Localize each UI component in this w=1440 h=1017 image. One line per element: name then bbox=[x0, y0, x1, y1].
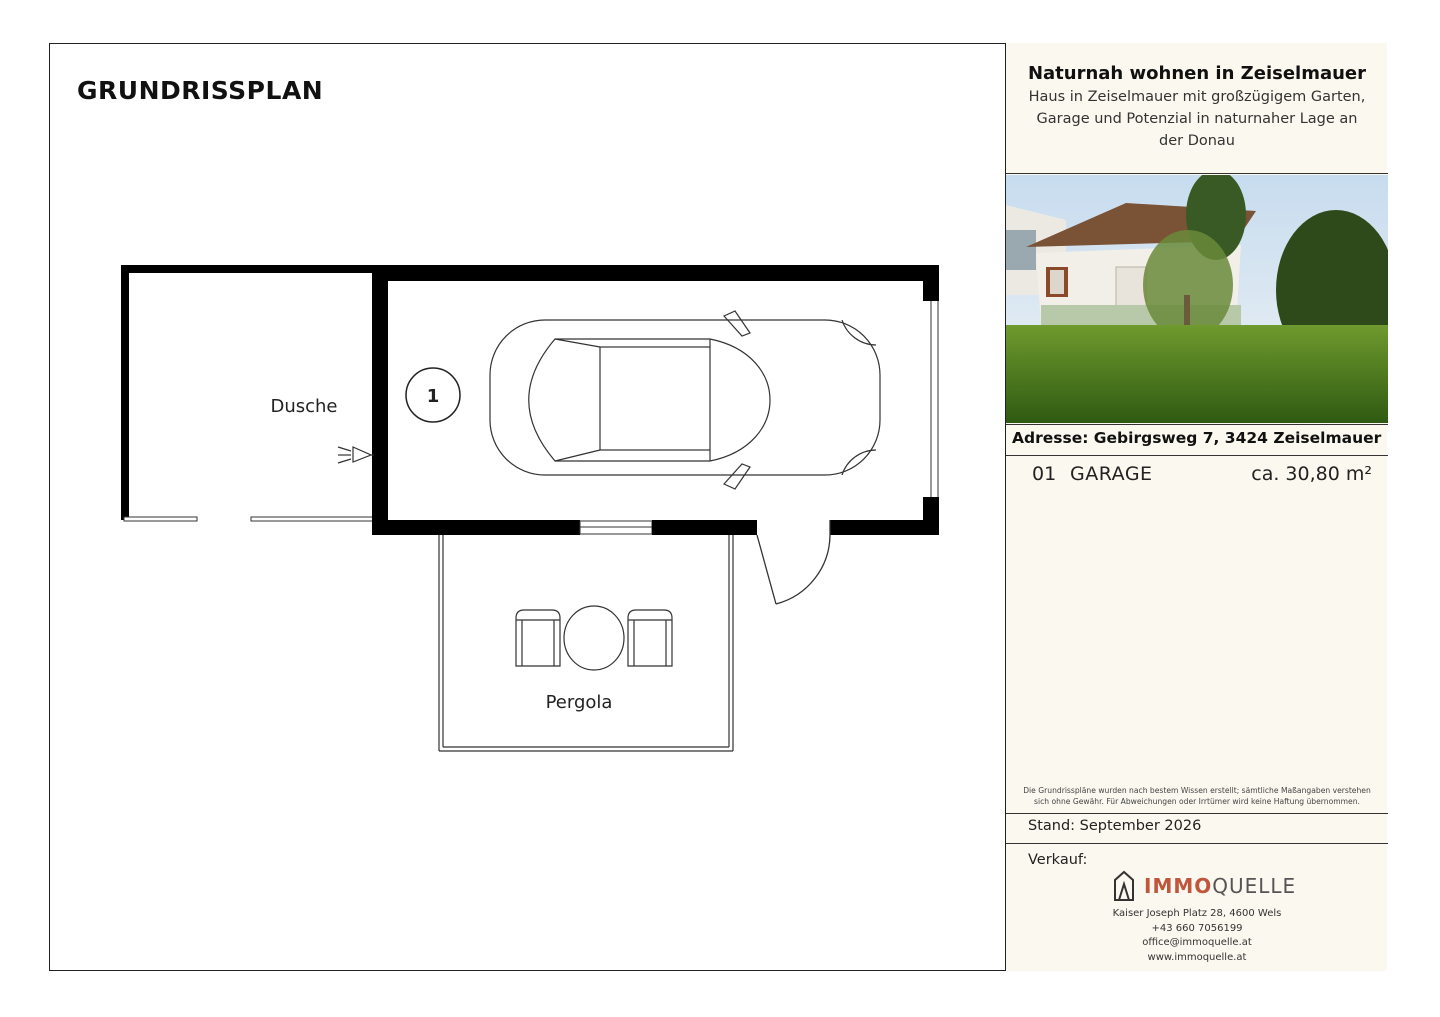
room-name: GARAGE bbox=[1070, 463, 1153, 485]
room-label-pergola: Pergola bbox=[545, 692, 613, 713]
house-logo-icon bbox=[1112, 870, 1136, 902]
logo-quelle: QUELLE bbox=[1212, 874, 1297, 898]
chair-icon bbox=[628, 610, 672, 666]
info-sidebar bbox=[1005, 43, 1387, 971]
address: Adresse: Gebirgsweg 7, 3424 Zeiselmauer bbox=[1012, 429, 1382, 447]
plan-title: GRUNDRISSPLAN bbox=[77, 76, 324, 105]
contact-info bbox=[1006, 907, 1388, 965]
listing-title: Naturnah wohnen in Zeiselmauer bbox=[1027, 63, 1367, 84]
divider bbox=[1006, 843, 1388, 844]
disclaimer: Die Grundrisspläne wurden nach bestem Wissen erstellt; sämtliche Maßangaben verstehen sich ohne Gewähr. Für Abweichungen oder Irrtümer wird keine Haftung übernommen. bbox=[1023, 786, 1371, 806]
room-label-dusche: Dusche bbox=[270, 396, 338, 417]
stand-date: Stand: September 2026 bbox=[1028, 818, 1202, 834]
listing-subtitle: Haus in Zeiselmauer mit großzügigem Garten, Garage und Potenzial in naturnaher Lage an der Donau bbox=[1028, 89, 1366, 149]
door bbox=[757, 520, 830, 604]
divider bbox=[1006, 424, 1388, 425]
property-photo bbox=[1006, 175, 1388, 423]
pergola-furniture bbox=[516, 606, 672, 670]
garage-marker bbox=[406, 368, 460, 422]
contact-web[interactable]: www.immoquelle.at bbox=[1147, 951, 1247, 963]
divider bbox=[1006, 813, 1388, 814]
verkauf-label: Verkauf: bbox=[1028, 852, 1088, 868]
contact-street: Kaiser Joseph Platz 28, 4600 Wels bbox=[1112, 908, 1282, 919]
immoquelle-logo bbox=[1112, 869, 1296, 903]
garage-marker-number: 1 bbox=[426, 386, 440, 407]
room-number: 01 bbox=[1032, 463, 1057, 485]
logo-immo: IMMO bbox=[1144, 874, 1213, 898]
contact-phone: +43 660 7056199 bbox=[1151, 922, 1243, 934]
room-row bbox=[1006, 463, 1388, 493]
shower-icon bbox=[338, 447, 374, 463]
contact-email[interactable]: office@immoquelle.at bbox=[1142, 937, 1252, 948]
house-photo-illustration bbox=[1006, 175, 1388, 423]
dusche-walls bbox=[121, 265, 381, 521]
sidebar-header bbox=[1006, 43, 1388, 174]
room-area: ca. 30,80 m² bbox=[1251, 463, 1372, 485]
table-icon bbox=[564, 606, 624, 670]
car-icon bbox=[490, 311, 880, 489]
divider bbox=[1006, 173, 1388, 174]
divider bbox=[1006, 455, 1388, 456]
chair-icon bbox=[516, 610, 560, 666]
